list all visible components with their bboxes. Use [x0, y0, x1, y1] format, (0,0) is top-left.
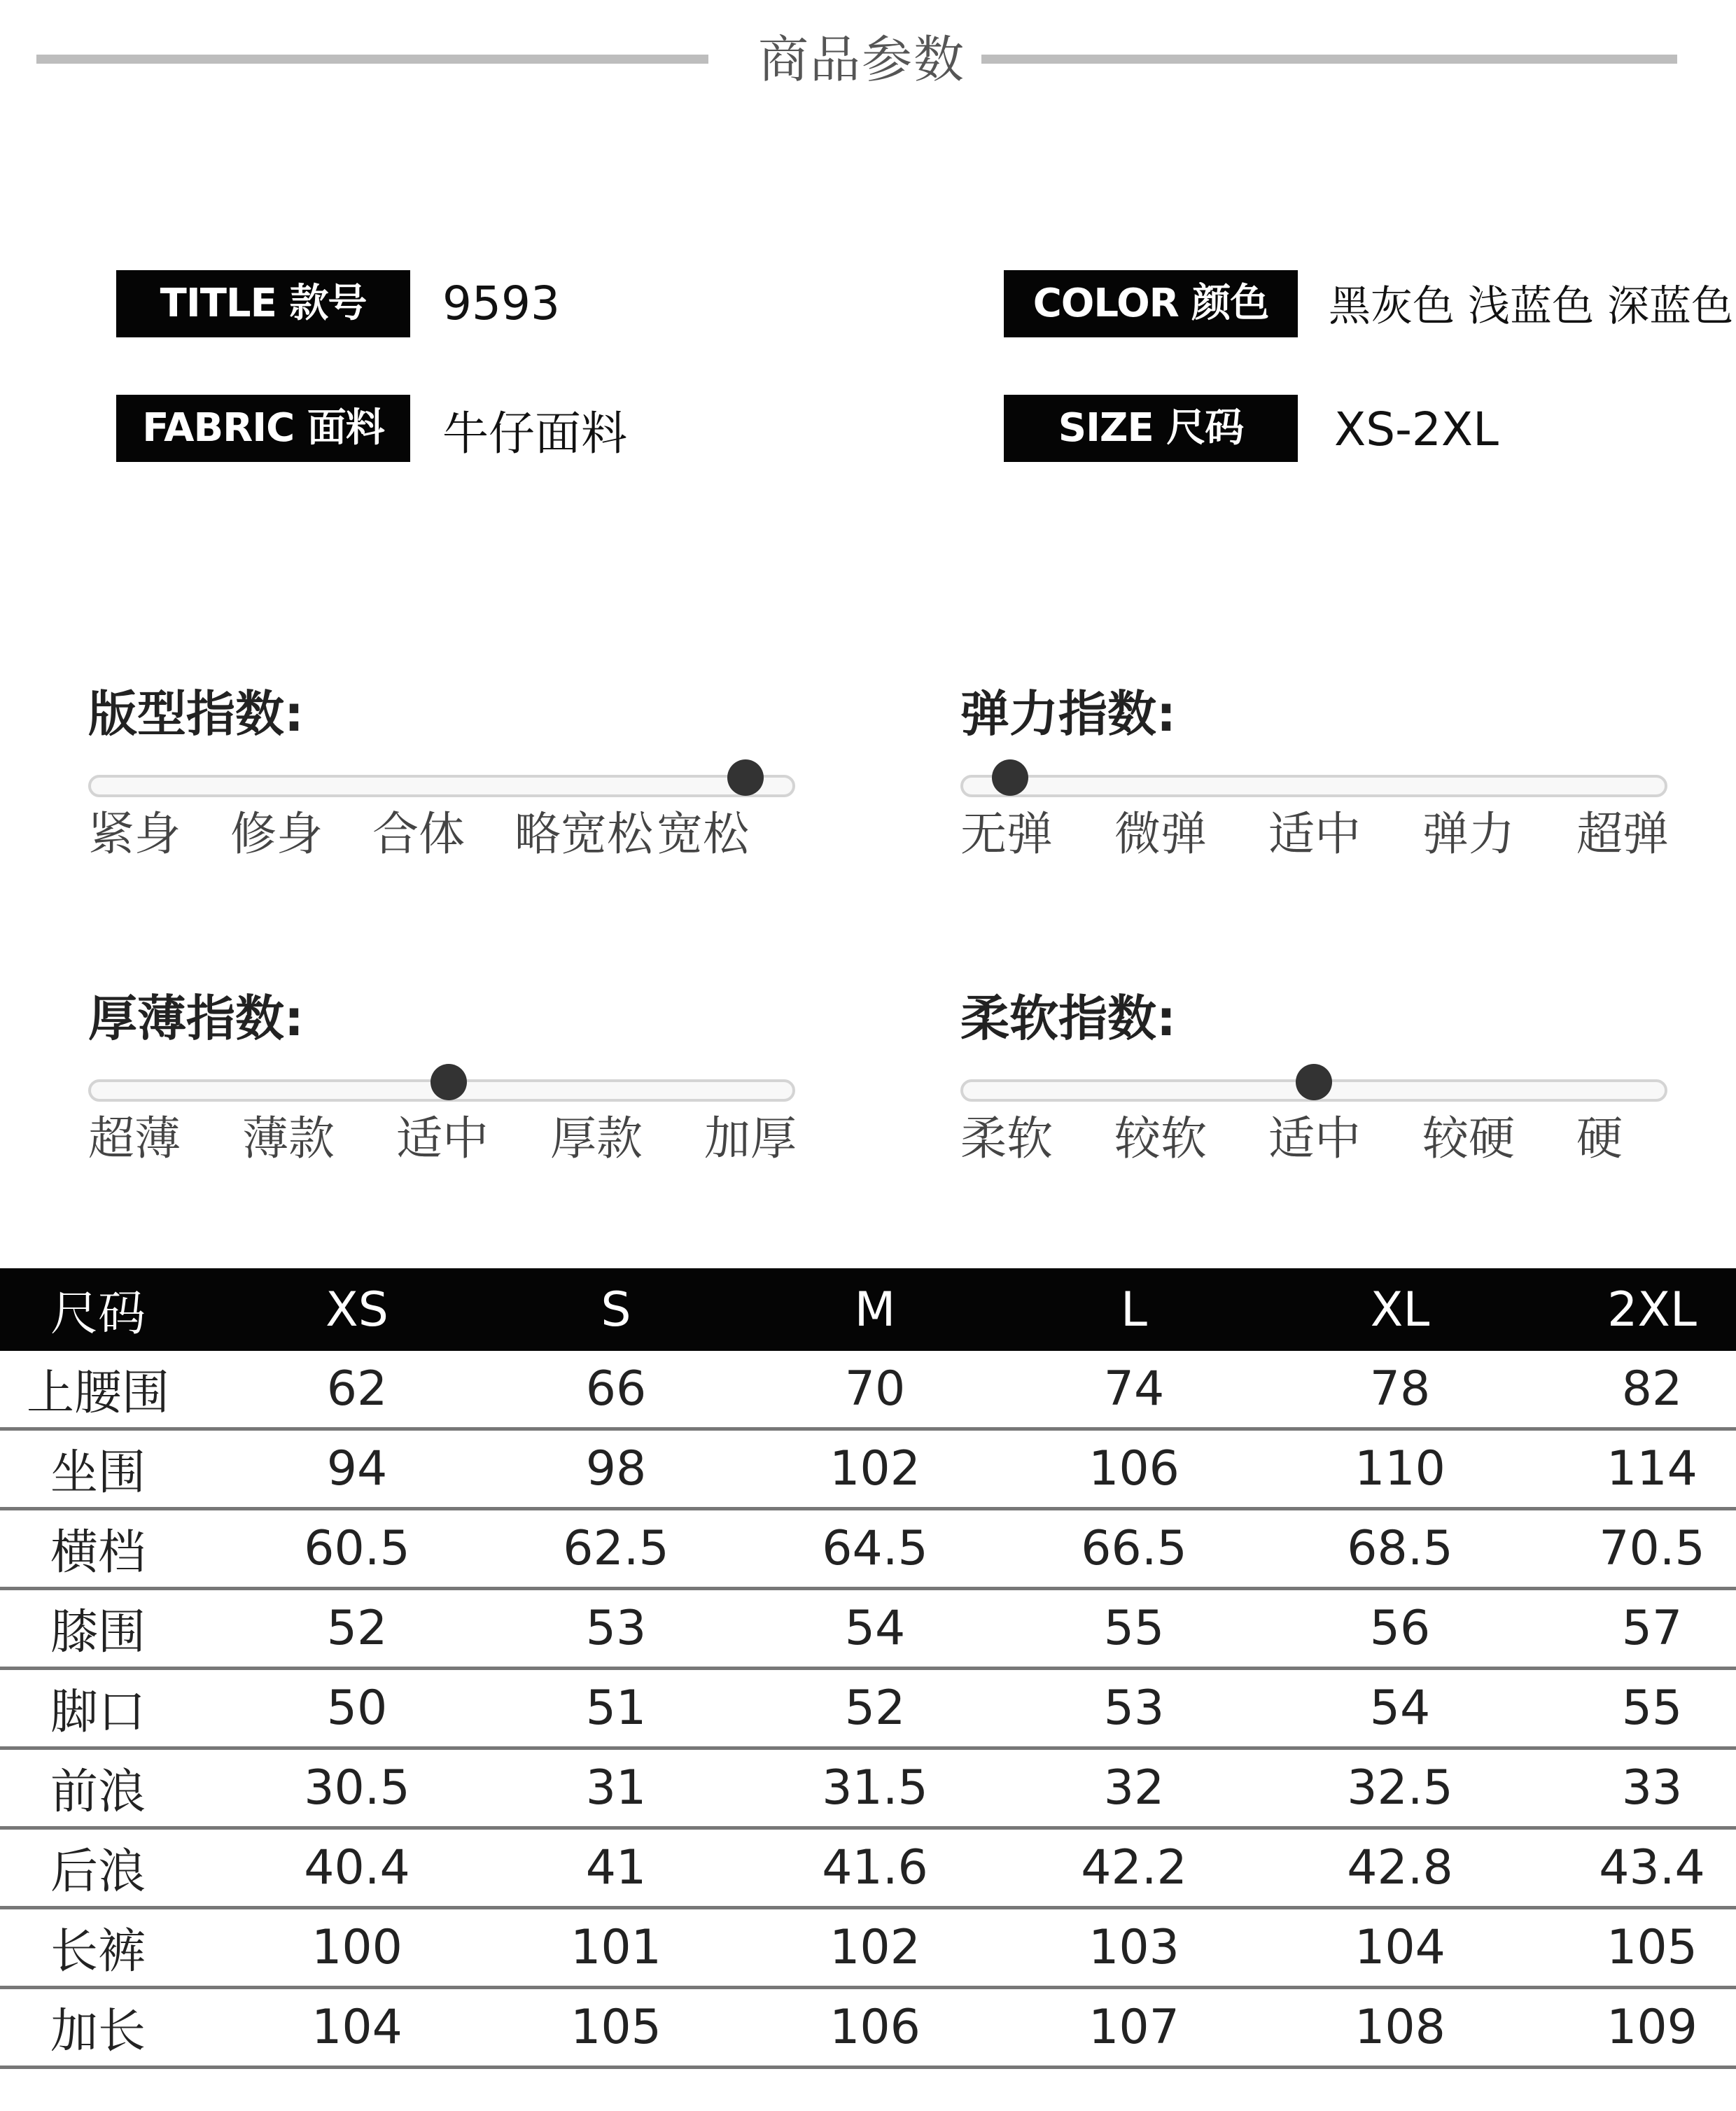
table-row [0, 1510, 1736, 1590]
table-cell: 31 [585, 1760, 647, 1816]
table-cell: 104 [1354, 1920, 1446, 1975]
table-cell: 42.8 [1347, 1840, 1453, 1895]
softness-index-option: 硬 [1576, 1111, 1623, 1165]
table-cell: 98 [585, 1441, 647, 1496]
thickness-index-title: 厚薄指数: [88, 990, 304, 1047]
table-cell: 105 [1606, 1920, 1698, 1975]
table-row [0, 1590, 1736, 1670]
table-cell: 78 [1369, 1361, 1431, 1417]
table-row [0, 1830, 1736, 1909]
fit-index-title: 版型指数: [88, 685, 304, 743]
table-cell: 74 [1103, 1361, 1165, 1417]
elastic-index-knob [992, 759, 1028, 796]
table-row [0, 1989, 1736, 2069]
table-cell: 70.5 [1599, 1521, 1705, 1576]
softness-index-knob [1296, 1064, 1332, 1100]
table-cell: 51 [585, 1681, 647, 1736]
table-cell: 32 [1103, 1760, 1165, 1816]
softness-index-option: 柔软 [960, 1111, 1053, 1165]
table-cell: 56 [1369, 1601, 1431, 1656]
table-cell: 94 [326, 1441, 388, 1496]
fabric-value: 牛仔面料 [442, 407, 627, 461]
size-table [0, 1268, 1736, 2069]
fit-index-option: 宽松 [657, 807, 749, 861]
elastic-index-option: 微弹 [1114, 807, 1207, 861]
table-header-cell: XS [326, 1282, 388, 1338]
fit-index-track [88, 775, 795, 797]
table-row-label: 横档 [50, 1525, 146, 1580]
table-cell: 54 [1369, 1681, 1431, 1736]
fit-index-option: 紧身 [88, 807, 181, 861]
thickness-index-option: 适中 [396, 1111, 489, 1165]
table-cell: 70 [844, 1361, 906, 1417]
table-cell: 30.5 [304, 1760, 410, 1816]
table-cell: 50 [326, 1681, 388, 1736]
title-label: TITLE 款号 [116, 270, 410, 337]
table-cell: 105 [570, 2000, 662, 2055]
thickness-index-option: 超薄 [88, 1111, 181, 1165]
thickness-index-knob [430, 1064, 467, 1100]
table-row-label: 长裤 [50, 1924, 146, 1979]
table-cell: 32.5 [1347, 1760, 1453, 1816]
table-row [0, 1431, 1736, 1510]
table-header-cell: L [1121, 1282, 1147, 1338]
table-row-label: 后浪 [50, 1844, 146, 1900]
table-cell: 101 [570, 1920, 662, 1975]
header-line-right [981, 55, 1677, 64]
table-cell: 103 [1088, 1920, 1180, 1975]
table-cell: 66 [585, 1361, 647, 1417]
table-row [0, 1670, 1736, 1750]
header-line-left [36, 55, 708, 64]
table-row [0, 1351, 1736, 1431]
table-cell: 106 [830, 2000, 920, 2055]
table-cell: 102 [830, 1441, 920, 1496]
size-value: XS-2XL [1334, 402, 1499, 456]
table-cell: 107 [1088, 2000, 1180, 2055]
table-cell: 31.5 [822, 1760, 928, 1816]
table-cell: 108 [1354, 2000, 1446, 2055]
table-cell: 53 [1103, 1681, 1165, 1736]
table-header-label: 尺码 [50, 1286, 146, 1342]
elastic-index-track [960, 775, 1667, 797]
thickness-index-option: 厚款 [550, 1111, 643, 1165]
table-cell: 42.2 [1081, 1840, 1187, 1895]
softness-index-title: 柔软指数: [960, 990, 1176, 1047]
page-title: 商品参数 [757, 30, 965, 89]
table-cell: 54 [844, 1601, 906, 1656]
fit-index-option: 合体 [372, 807, 465, 861]
table-cell: 64.5 [822, 1521, 928, 1576]
table-cell: 62 [326, 1361, 388, 1417]
elastic-index-option: 超弹 [1576, 807, 1669, 861]
table-cell: 109 [1606, 2000, 1698, 2055]
table-cell: 52 [844, 1681, 906, 1736]
title-value: 9593 [442, 276, 560, 330]
table-cell: 41 [585, 1840, 647, 1895]
table-row-label: 膝围 [50, 1605, 146, 1660]
table-header-cell: M [854, 1282, 896, 1338]
table-header-row [0, 1268, 1736, 1351]
table-row [0, 1909, 1736, 1989]
thickness-index-option: 薄款 [242, 1111, 335, 1165]
softness-index-option: 较软 [1114, 1111, 1207, 1165]
table-cell: 33 [1621, 1760, 1683, 1816]
table-cell: 114 [1606, 1441, 1698, 1496]
color-label: COLOR 颜色 [1004, 270, 1298, 337]
table-cell: 110 [1354, 1441, 1446, 1496]
table-header-cell: XL [1370, 1282, 1430, 1338]
table-row-label: 前浪 [50, 1765, 146, 1820]
table-cell: 60.5 [304, 1521, 410, 1576]
color-value: 黑灰色 浅蓝色 深蓝色 [1329, 282, 1734, 331]
elastic-index-option: 弹力 [1422, 807, 1515, 861]
size-label: SIZE 尺码 [1004, 395, 1298, 462]
table-row-label: 脚口 [50, 1685, 146, 1740]
table-cell: 100 [312, 1920, 402, 1975]
softness-index-option: 较硬 [1422, 1111, 1515, 1165]
table-cell: 102 [830, 1920, 920, 1975]
softness-index-option: 适中 [1268, 1111, 1361, 1165]
table-row [0, 1750, 1736, 1830]
table-cell: 55 [1103, 1601, 1165, 1656]
fit-index-knob [727, 759, 764, 796]
table-cell: 106 [1088, 1441, 1180, 1496]
table-cell: 82 [1621, 1361, 1683, 1417]
table-row-label: 上腰围 [27, 1366, 170, 1421]
table-cell: 104 [312, 2000, 402, 2055]
table-row-label: 加长 [50, 2004, 146, 2059]
fabric-label: FABRIC 面料 [116, 395, 410, 462]
table-cell: 57 [1621, 1601, 1683, 1656]
table-cell: 43.4 [1599, 1840, 1705, 1895]
table-cell: 41.6 [822, 1840, 928, 1895]
table-row-label: 坐围 [50, 1445, 146, 1501]
table-header-cell: 2XL [1607, 1282, 1697, 1338]
elastic-index-option: 无弹 [960, 807, 1053, 861]
fit-index-option: 略宽松 [514, 807, 653, 861]
table-header-cell: S [601, 1282, 631, 1338]
table-cell: 62.5 [563, 1521, 669, 1576]
table-cell: 66.5 [1081, 1521, 1187, 1576]
table-cell: 68.5 [1347, 1521, 1453, 1576]
elastic-index-option: 适中 [1268, 807, 1361, 861]
fit-index-option: 修身 [230, 807, 323, 861]
table-cell: 53 [585, 1601, 647, 1656]
elastic-index-title: 弹力指数: [960, 685, 1176, 743]
table-cell: 52 [326, 1601, 388, 1656]
table-cell: 55 [1621, 1681, 1683, 1736]
table-cell: 40.4 [304, 1840, 410, 1895]
thickness-index-option: 加厚 [704, 1111, 797, 1165]
